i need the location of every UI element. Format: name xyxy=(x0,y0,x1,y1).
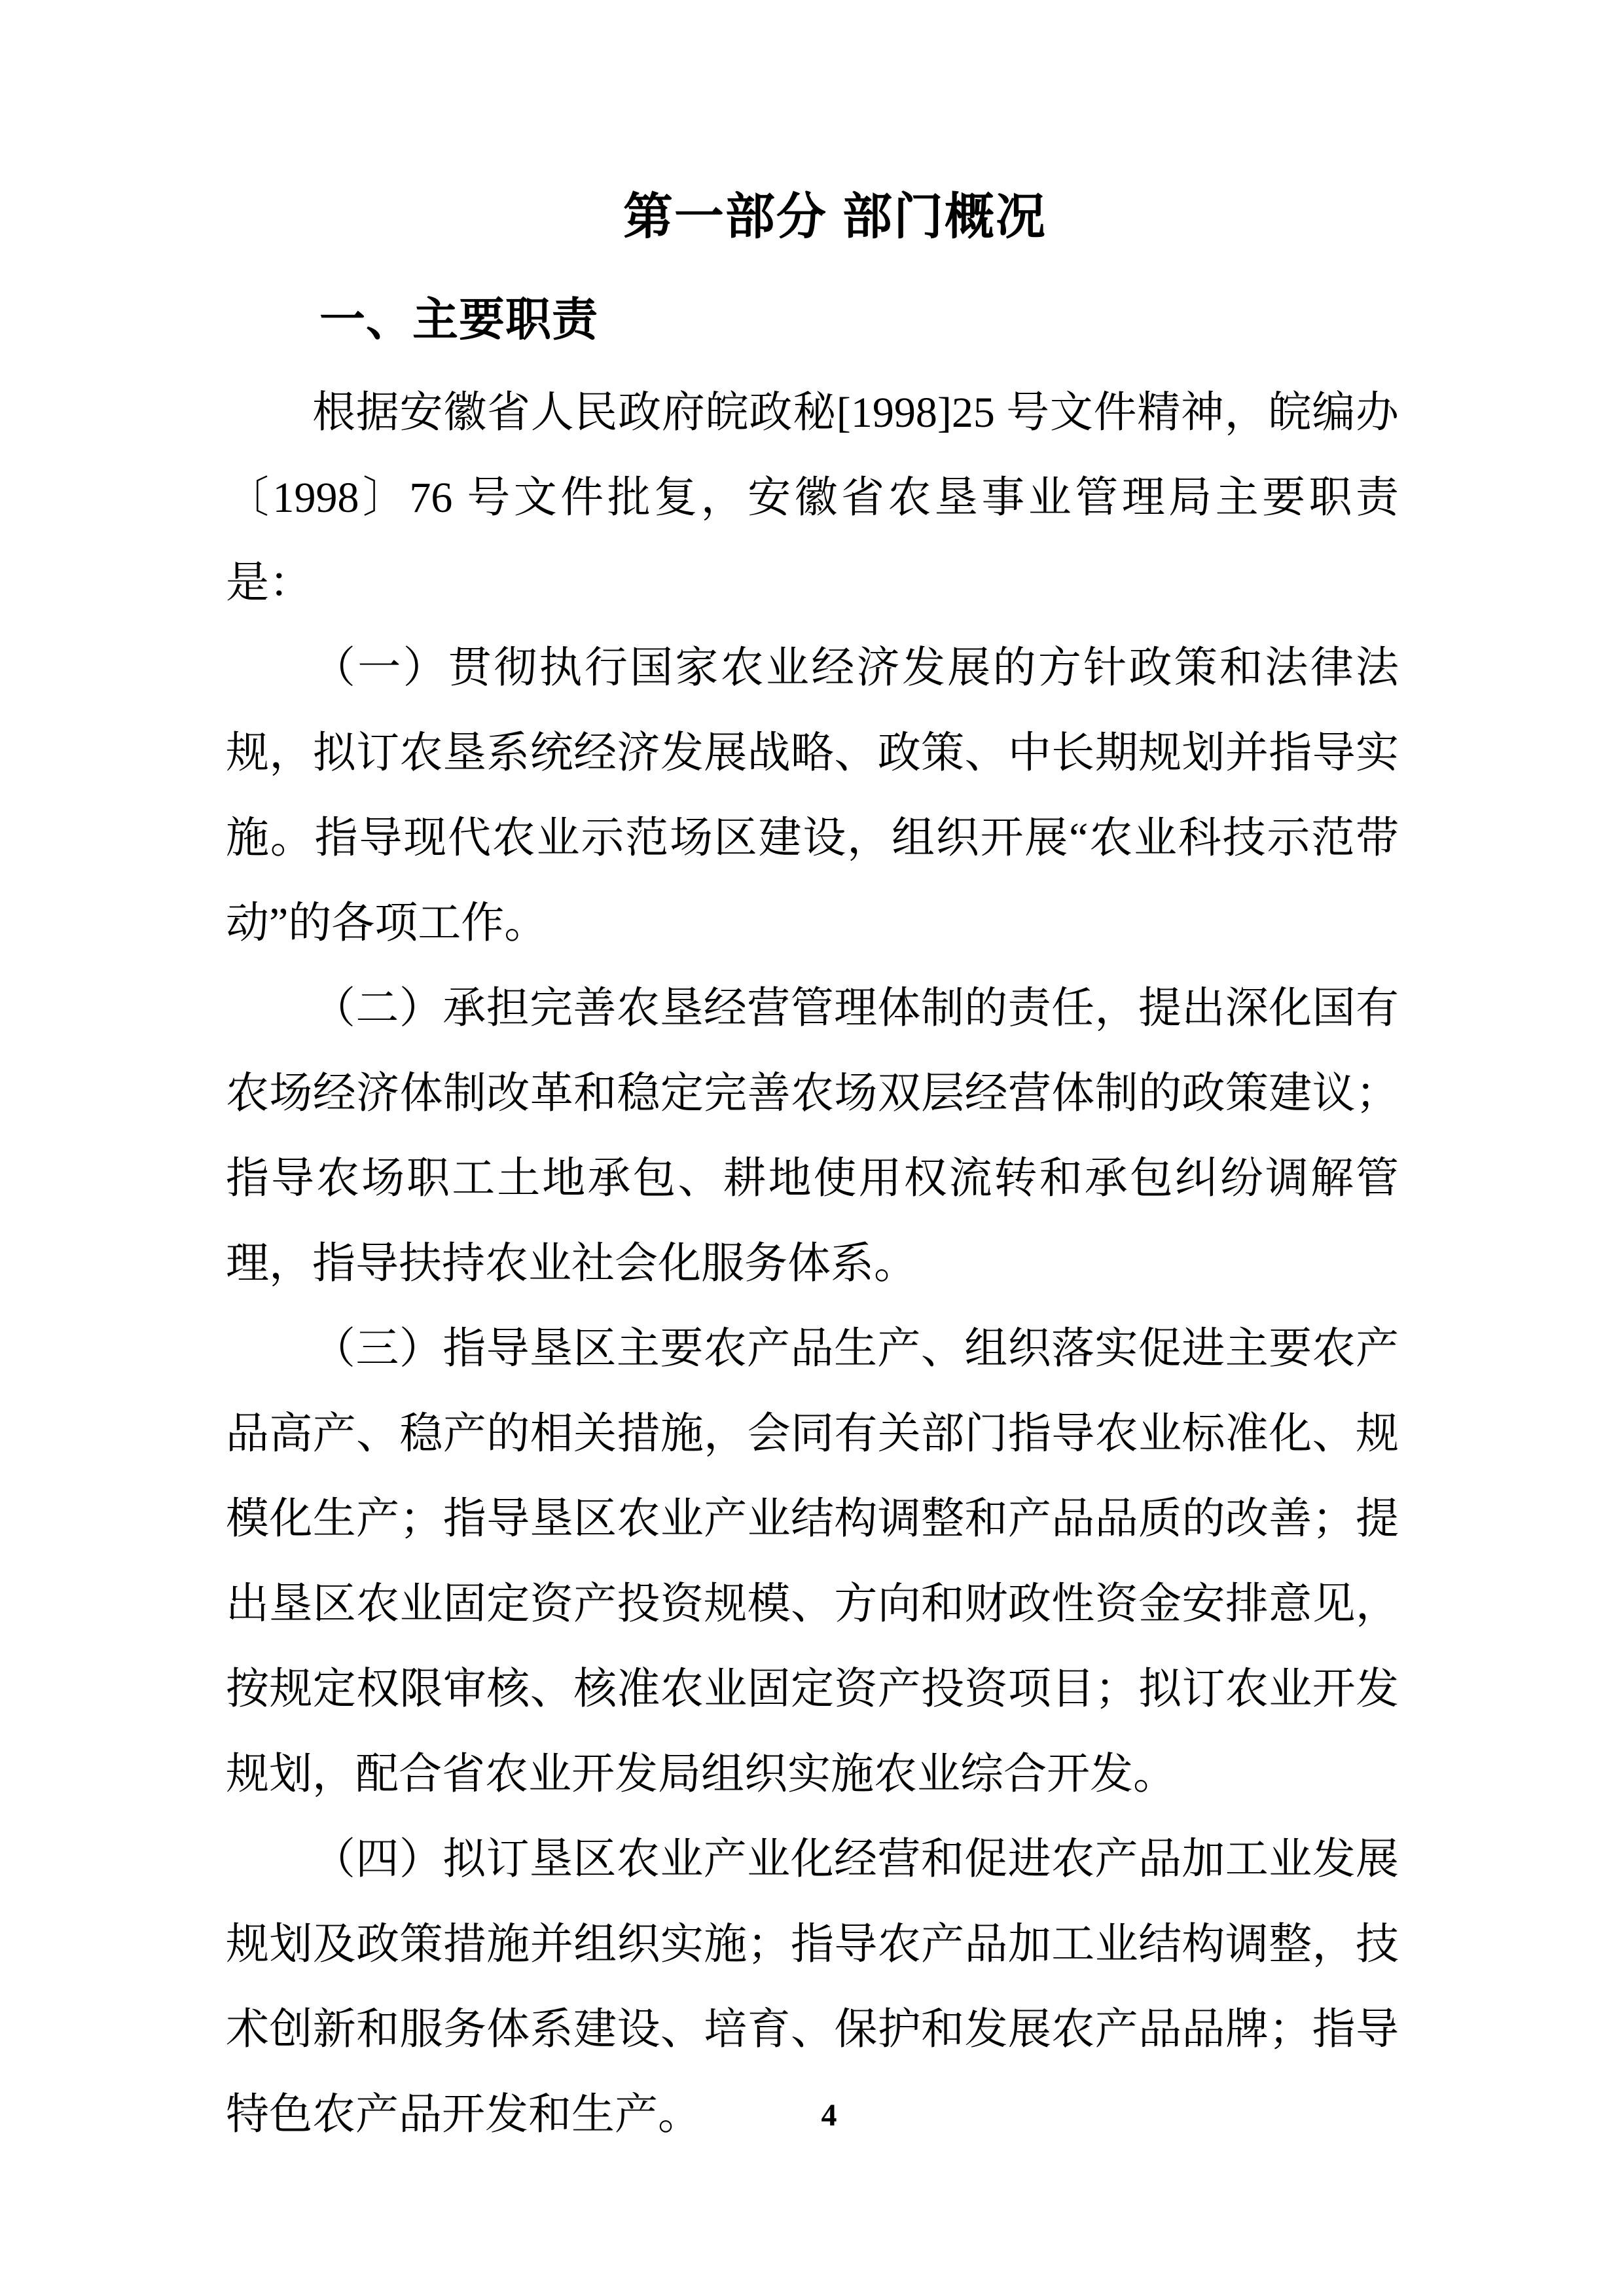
paragraph-duty-3: （三）指导垦区主要农产品生产、组织落实促进主要农产品高产、稳产的相关措施，会同有关部门指导农业标准化、规模化生产；指导垦区农业产业结构调整和产品品质的改善；提出垦区农业固定资产投资规模、方向和财政性资金安排意见，按规定权限审核、核准农业固定资产投资项目；拟订农业开发规划，配合省农业开发局组织实施农业综合开发。 xyxy=(226,1325,1399,1798)
paragraph-intro: 根据安徽省人民政府皖政秘[1998]25 号文件精神，皖编办〔1998〕76 号文件批复，安徽省农垦事业管理局主要职责是： xyxy=(226,389,1399,607)
document-title: 第一部分 部门概况 xyxy=(623,189,1047,245)
section-heading: 一、主要职责 xyxy=(319,294,598,345)
page-number: 4 xyxy=(821,2098,837,2133)
paragraph-duty-2: （二）承担完善农垦经营管理体制的责任，提出深化国有农场经济体制改革和稳定完善农场双层经营体制的政策建议；指导农场职工土地承包、耕地使用权流转和承包纠纷调解管理，指导扶持农业社会化服务体系。 xyxy=(226,985,1399,1288)
paragraph-duty-1: （一）贯彻执行国家农业经济发展的方针政策和法律法规，拟订农垦系统经济发展战略、政策、中长期规划并指导实施。指导现代农业示范场区建设，组织开展“农业科技示范带动”的各项工作。 xyxy=(226,644,1399,947)
document-body xyxy=(226,370,1399,2158)
paragraph-duty-4: （四）拟订垦区农业产业化经营和促进农产品加工业发展规划及政策措施并组织实施；指导农产品加工业结构调整，技术创新和服务体系建设、培育、保护和发展农产品品牌；指导特色农产品开发和生产。 xyxy=(226,1835,1399,2139)
